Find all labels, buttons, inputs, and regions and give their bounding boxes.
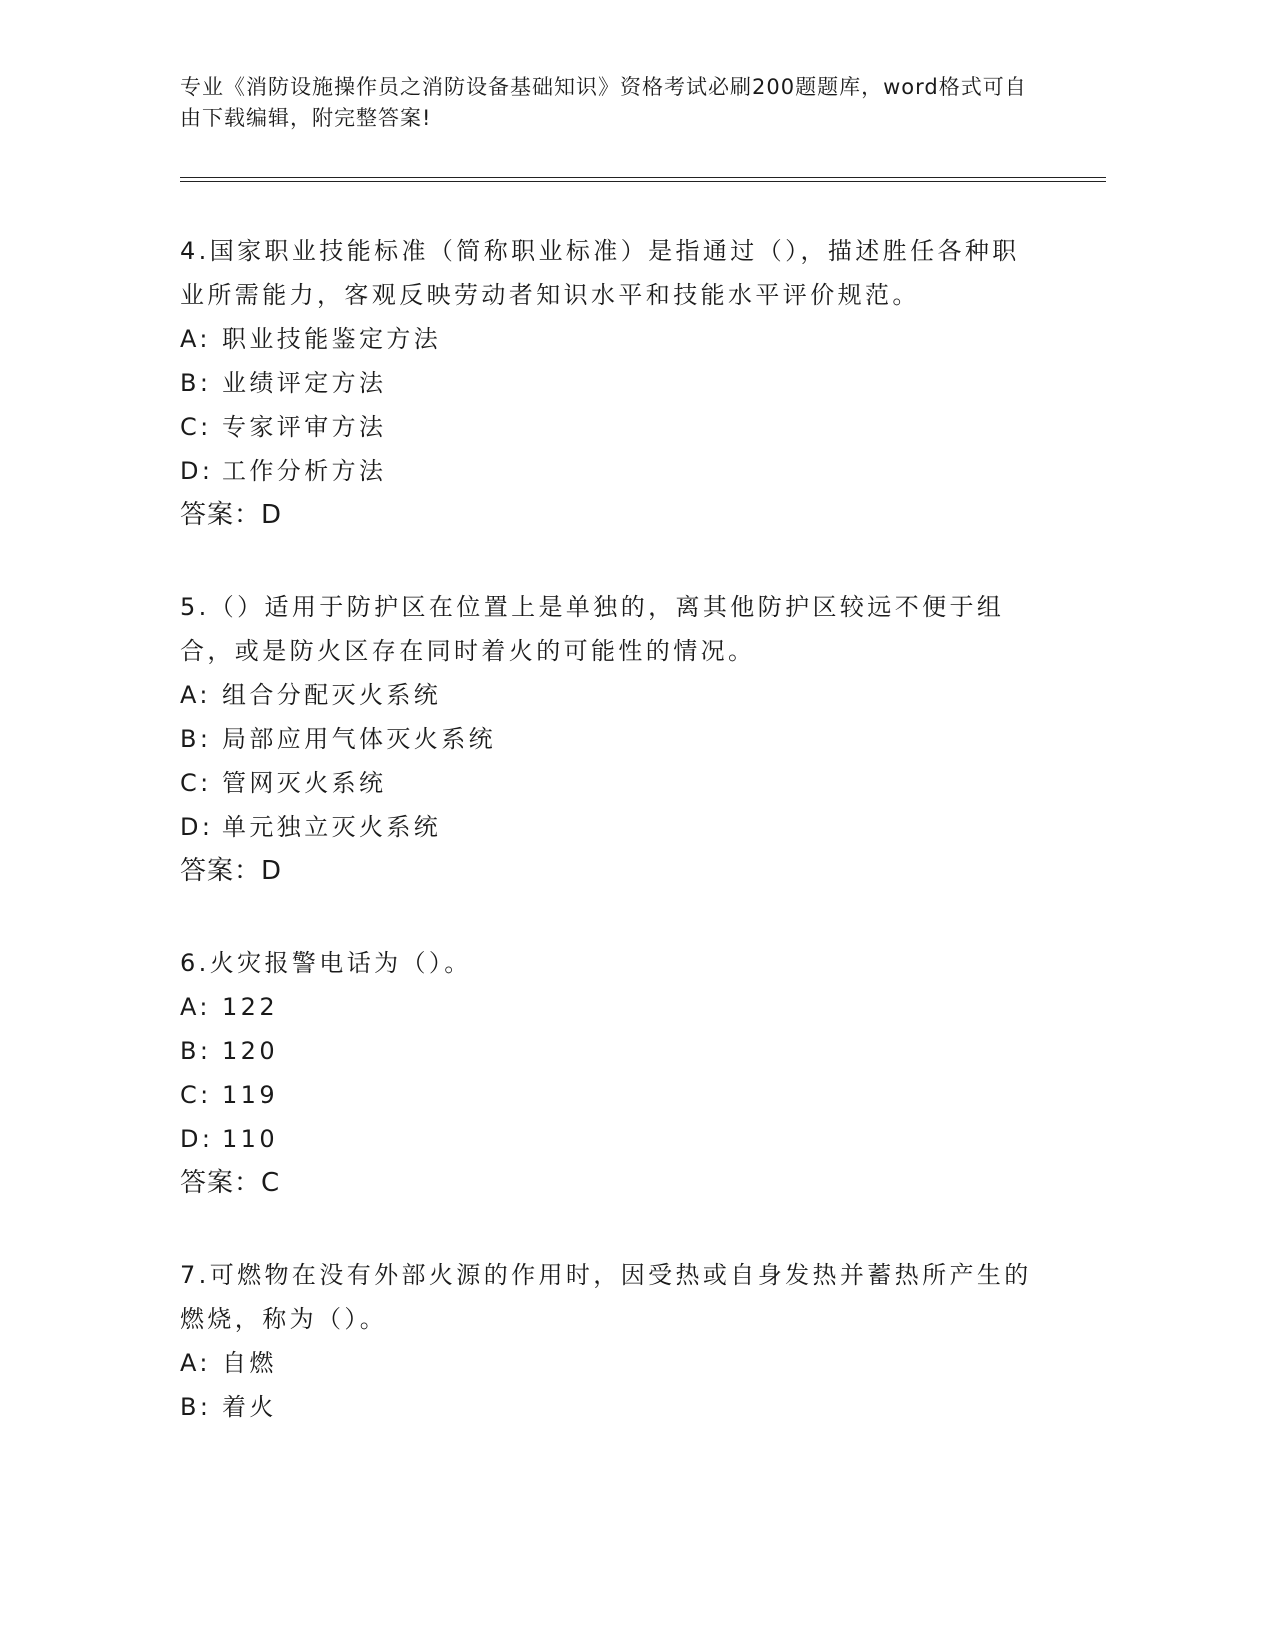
option-d [180,805,1040,849]
option-letter: D: [180,1125,214,1153]
option-text: 单元独立灭火系统 [222,813,442,841]
option-text: 工作分析方法 [222,457,387,485]
option-text: 专家评审方法 [222,413,387,441]
question-stem: 6.火灾报警电话为（）。 [180,949,472,977]
option-b [180,1385,1040,1429]
option-b [180,1029,1040,1073]
option-letter: D: [180,813,214,841]
option-text: 122 [222,993,279,1021]
option-a [180,673,1040,717]
option-text: 组合分配灭火系统 [222,681,442,709]
option-text: 自燃 [222,1349,277,1377]
question-stem: 4.国家职业技能标准（简称职业标准）是指通过（），描述胜任各种职业所需能力，客观反映劳动者知识水平和技能水平评价规范。 [180,237,1020,309]
option-text: 管网灭火系统 [222,769,387,797]
option-d [180,449,1040,493]
option-c [180,1073,1040,1117]
option-b [180,361,1040,405]
header-divider [180,177,1106,182]
question-7 [180,1253,1040,1429]
option-letter: C: [180,769,212,797]
answer-line: 答案：C [180,1168,281,1198]
document-header: 专业《消防设施操作员之消防设备基础知识》资格考试必刷200题题库，word格式可自由下载编辑，附完整答案! [180,75,1027,130]
option-text: 着火 [222,1393,277,1421]
option-text: 119 [222,1081,279,1109]
option-letter: D: [180,457,214,485]
question-stem: 5.（）适用于防护区在位置上是单独的，离其他防护区较远不便于组合，或是防火区存在同时着火的可能性的情况。 [180,593,1005,665]
question-4 [180,229,1040,537]
option-text: 110 [222,1125,279,1153]
option-letter: C: [180,413,212,441]
answer-line: 答案：D [180,856,283,886]
answer-line: 答案：D [180,500,283,530]
option-letter: C: [180,1081,212,1109]
question-6 [180,941,1040,1205]
option-letter: A: [180,681,211,709]
option-letter: A: [180,993,211,1021]
question-5 [180,585,1040,893]
question-list [180,229,1040,1477]
option-text: 局部应用气体灭火系统 [222,725,496,753]
option-letter: B: [180,1393,212,1421]
option-letter: A: [180,325,211,353]
option-c [180,405,1040,449]
option-c [180,761,1040,805]
option-letter: B: [180,725,212,753]
option-b [180,717,1040,761]
option-a [180,1341,1040,1385]
option-letter: A: [180,1349,211,1377]
option-letter: B: [180,1037,212,1065]
option-a [180,317,1040,361]
option-d [180,1117,1040,1161]
question-stem: 7.可燃物在没有外部火源的作用时，因受热或自身发热并蓄热所产生的燃烧，称为（）。 [180,1261,1032,1333]
option-letter: B: [180,369,212,397]
option-text: 职业技能鉴定方法 [222,325,442,353]
option-a [180,985,1040,1029]
option-text: 120 [222,1037,279,1065]
option-text: 业绩评定方法 [222,369,387,397]
